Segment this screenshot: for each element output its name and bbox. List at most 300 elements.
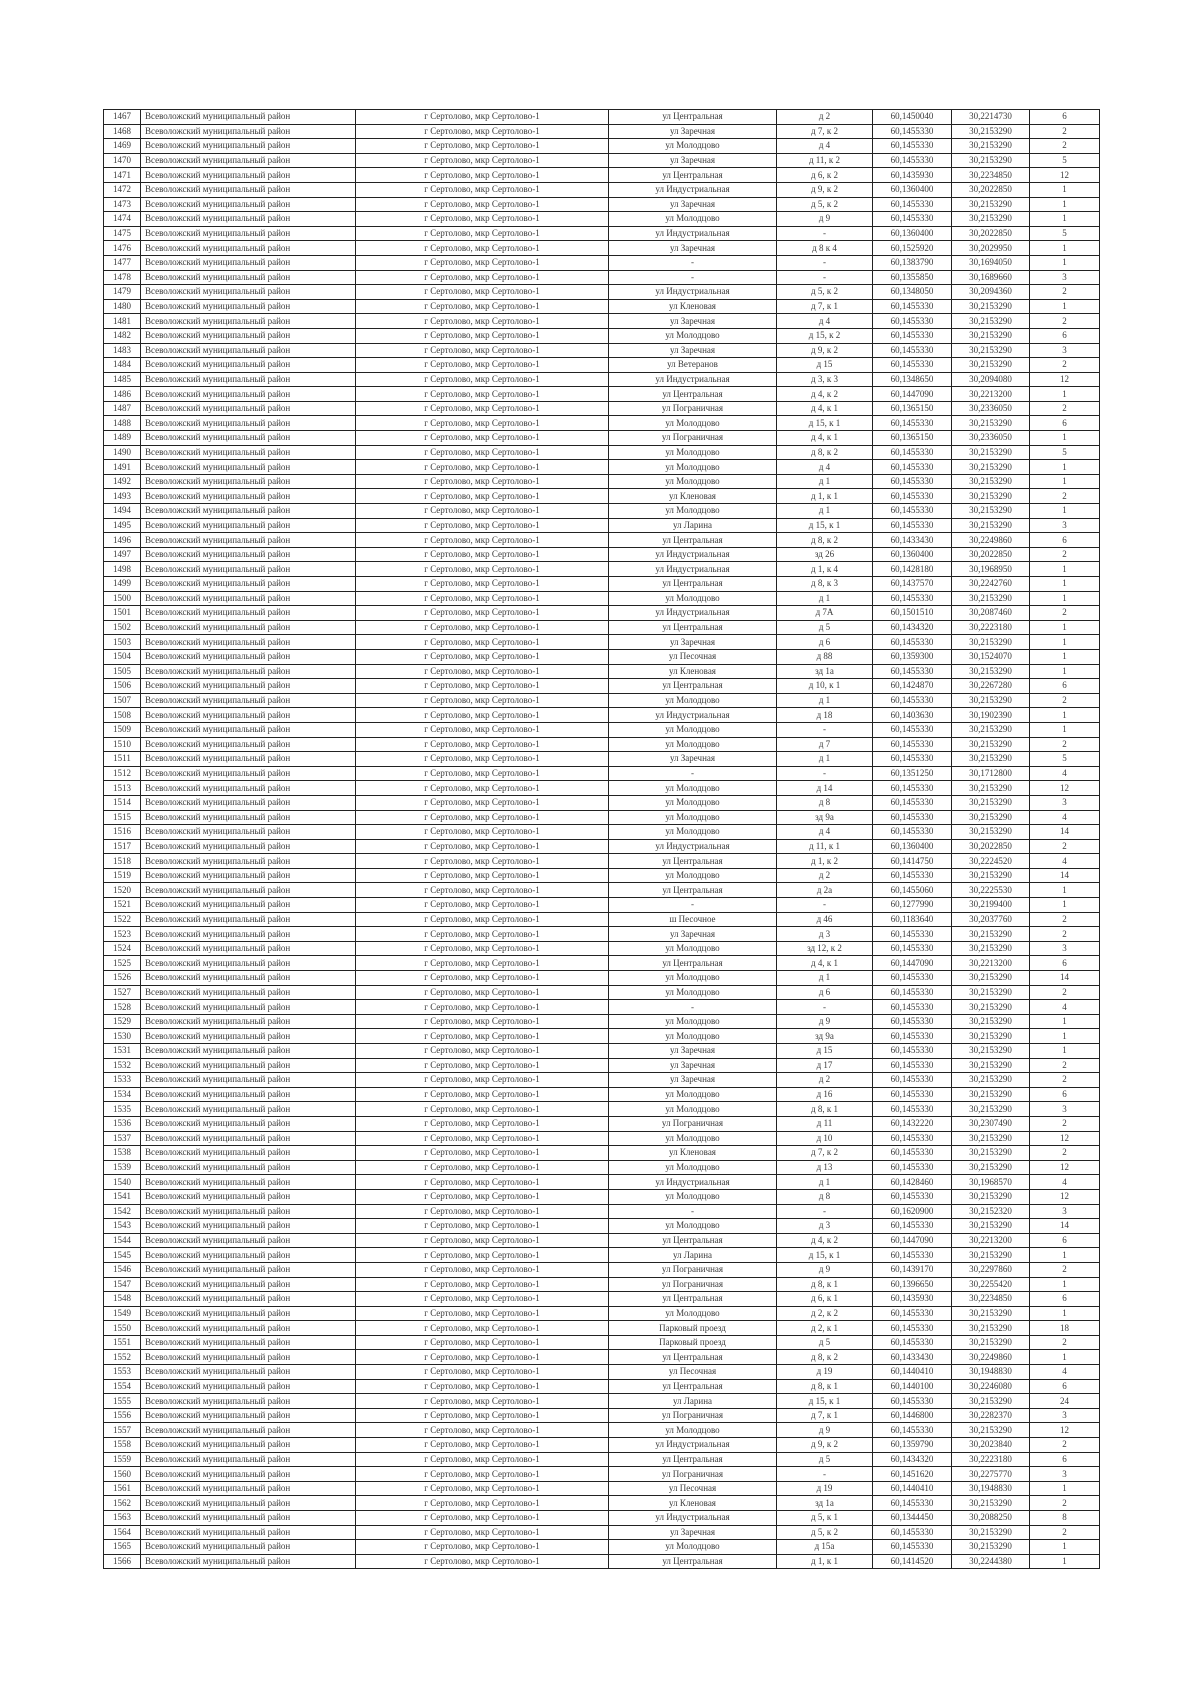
table-row [104,912,1100,927]
latitude-cell: 60,1455330 [873,1540,952,1555]
latitude-cell: 60,1455330 [873,1160,952,1175]
district-cell: Всеволожский муниципальный район [141,1262,356,1277]
latitude-cell: 60,1455330 [873,693,952,708]
row-number-cell: 1475 [104,226,141,241]
latitude-cell: 60,1439170 [873,1262,952,1277]
count-cell: 12 [1030,1160,1100,1175]
longitude-cell: 30,2153290 [952,868,1030,883]
district-cell: Всеволожский муниципальный район [141,1321,356,1336]
table-row [104,1000,1100,1015]
count-cell: 1 [1030,1481,1100,1496]
count-cell: 2 [1030,489,1100,504]
longitude-cell: 30,2224520 [952,854,1030,869]
longitude-cell: 30,2153290 [952,795,1030,810]
street-cell: ул Индустриальная [609,182,777,197]
longitude-cell: 30,2088250 [952,1511,1030,1526]
street-cell: ул Центральная [609,1379,777,1394]
table-body [104,110,1100,1569]
table-row [104,1335,1100,1350]
longitude-cell: 30,2153290 [952,1248,1030,1263]
house-cell: д 8, к 1 [777,1102,873,1117]
street-cell: ул Кленовая [609,664,777,679]
table-row [104,562,1100,577]
district-cell: Всеволожский муниципальный район [141,679,356,694]
row-number-cell: 1566 [104,1554,141,1569]
latitude-cell: 60,1455330 [873,474,952,489]
latitude-cell: 60,1455330 [873,941,952,956]
row-number-cell: 1528 [104,1000,141,1015]
house-cell: д 7, к 2 [777,1146,873,1161]
house-cell: д 11 [777,1116,873,1131]
longitude-cell: 30,2153290 [952,1029,1030,1044]
count-cell: 1 [1030,1554,1100,1569]
district-cell: Всеволожский муниципальный район [141,883,356,898]
house-cell: д 7, к 2 [777,124,873,139]
longitude-cell: 30,2213200 [952,387,1030,402]
count-cell: 2 [1030,358,1100,373]
latitude-cell: 60,1360400 [873,547,952,562]
longitude-cell: 30,2246080 [952,1379,1030,1394]
count-cell: 1 [1030,299,1100,314]
longitude-cell: 30,2153290 [952,489,1030,504]
street-cell: ул Ларина [609,518,777,533]
house-cell: д 2 [777,1073,873,1088]
count-cell: 1 [1030,577,1100,592]
settlement-cell: г Сертолово, мкр Сертолово-1 [356,1438,609,1453]
street-cell: ул Центральная [609,620,777,635]
street-cell: ул Молодцово [609,737,777,752]
table-row [104,1540,1100,1555]
house-cell: д 18 [777,708,873,723]
settlement-cell: г Сертолово, мкр Сертолово-1 [356,241,609,256]
latitude-cell: 60,1348050 [873,285,952,300]
count-cell: 2 [1030,606,1100,621]
district-cell: Всеволожский муниципальный район [141,810,356,825]
latitude-cell: 60,1455330 [873,1321,952,1336]
district-cell: Всеволожский муниципальный район [141,664,356,679]
settlement-cell: г Сертолово, мкр Сертолово-1 [356,1554,609,1569]
house-cell: д 4 [777,314,873,329]
street-cell: ул Молодцово [609,1087,777,1102]
latitude-cell: 60,1355850 [873,270,952,285]
district-cell: Всеволожский муниципальный район [141,431,356,446]
longitude-cell: 30,2153290 [952,1423,1030,1438]
row-number-cell: 1511 [104,752,141,767]
longitude-cell: 30,2153290 [952,504,1030,519]
latitude-cell: 60,1351250 [873,766,952,781]
settlement-cell: г Сертолово, мкр Сертолово-1 [356,1248,609,1263]
row-number-cell: 1525 [104,956,141,971]
row-number-cell: 1483 [104,343,141,358]
house-cell: д 1 [777,591,873,606]
longitude-cell: 30,2153290 [952,518,1030,533]
latitude-cell: 60,1455330 [873,781,952,796]
street-cell: ул Пограничная [609,1408,777,1423]
latitude-cell: 60,1446800 [873,1408,952,1423]
longitude-cell: 30,2153290 [952,1306,1030,1321]
street-cell: ул Заречная [609,343,777,358]
count-cell: 1 [1030,562,1100,577]
house-cell: д 15, к 2 [777,328,873,343]
count-cell: 6 [1030,110,1100,125]
count-cell: 1 [1030,1540,1100,1555]
row-number-cell: 1479 [104,285,141,300]
street-cell: ул Заречная [609,1058,777,1073]
table-row [104,1175,1100,1190]
district-cell: Всеволожский муниципальный район [141,1394,356,1409]
table-row [104,270,1100,285]
house-cell: д 5, к 2 [777,197,873,212]
settlement-cell: г Сертолово, мкр Сертолово-1 [356,1175,609,1190]
street-cell: ул Ларина [609,1248,777,1263]
table-row [104,1189,1100,1204]
settlement-cell: г Сертолово, мкр Сертолово-1 [356,941,609,956]
longitude-cell: 30,2234850 [952,168,1030,183]
street-cell: ул Молодцово [609,1131,777,1146]
latitude-cell: 60,1440410 [873,1481,952,1496]
house-cell: - [777,1000,873,1015]
longitude-cell: 30,2153290 [952,1058,1030,1073]
settlement-cell: г Сертолово, мкр Сертолово-1 [356,504,609,519]
house-cell: - [777,255,873,270]
row-number-cell: 1498 [104,562,141,577]
district-cell: Всеволожский муниципальный район [141,1248,356,1263]
settlement-cell: г Сертолово, мкр Сертолово-1 [356,1481,609,1496]
table-row [104,416,1100,431]
settlement-cell: г Сертолово, мкр Сертолово-1 [356,197,609,212]
longitude-cell: 30,2153290 [952,1219,1030,1234]
longitude-cell: 30,2242760 [952,577,1030,592]
street-cell: ул Центральная [609,168,777,183]
district-cell: Всеволожский муниципальный район [141,941,356,956]
district-cell: Всеволожский муниципальный район [141,956,356,971]
count-cell: 12 [1030,1423,1100,1438]
settlement-cell: г Сертолово, мкр Сертолово-1 [356,110,609,125]
table-row [104,110,1100,125]
row-number-cell: 1509 [104,722,141,737]
house-cell: - [777,270,873,285]
longitude-cell: 30,2022850 [952,839,1030,854]
street-cell: ул Заречная [609,124,777,139]
district-cell: Всеволожский муниципальный район [141,343,356,358]
settlement-cell: г Сертолово, мкр Сертолово-1 [356,839,609,854]
latitude-cell: 60,1455330 [873,153,952,168]
street-cell: ул Центральная [609,854,777,869]
house-cell: д 1 [777,474,873,489]
latitude-cell: 60,1455330 [873,664,952,679]
house-cell: д 5, к 2 [777,1525,873,1540]
count-cell: 4 [1030,1000,1100,1015]
settlement-cell: г Сертолово, мкр Сертолово-1 [356,372,609,387]
longitude-cell: 30,2153290 [952,825,1030,840]
longitude-cell: 30,2153290 [952,358,1030,373]
street-cell: ул Молодцово [609,1540,777,1555]
latitude-cell: 60,1428460 [873,1175,952,1190]
count-cell: 2 [1030,927,1100,942]
latitude-cell: 60,1455330 [873,1146,952,1161]
longitude-cell: 30,2153290 [952,314,1030,329]
row-number-cell: 1550 [104,1321,141,1336]
district-cell: Всеволожский муниципальный район [141,1204,356,1219]
district-cell: Всеволожский муниципальный район [141,1175,356,1190]
settlement-cell: г Сертолово, мкр Сертолово-1 [356,1306,609,1321]
table-row [104,664,1100,679]
longitude-cell: 30,2153290 [952,1189,1030,1204]
settlement-cell: г Сертолово, мкр Сертолово-1 [356,1146,609,1161]
latitude-cell: 60,1447090 [873,1233,952,1248]
settlement-cell: г Сертолово, мкр Сертолово-1 [356,1394,609,1409]
house-cell: д 2, к 2 [777,1306,873,1321]
count-cell: 3 [1030,518,1100,533]
district-cell: Всеволожский муниципальный район [141,518,356,533]
table-row [104,1029,1100,1044]
street-cell: ул Песочная [609,1365,777,1380]
district-cell: Всеволожский муниципальный район [141,489,356,504]
district-cell: Всеволожский муниципальный район [141,504,356,519]
table-row [104,314,1100,329]
latitude-cell: 60,1359790 [873,1438,952,1453]
settlement-cell: г Сертолово, мкр Сертолово-1 [356,1467,609,1482]
district-cell: Всеволожский муниципальный район [141,1233,356,1248]
district-cell: Всеволожский муниципальный район [141,1146,356,1161]
settlement-cell: г Сертолово, мкр Сертолово-1 [356,1511,609,1526]
longitude-cell: 30,1694050 [952,255,1030,270]
row-number-cell: 1517 [104,839,141,854]
house-cell: д 16 [777,1087,873,1102]
settlement-cell: г Сертолово, мкр Сертолово-1 [356,1379,609,1394]
settlement-cell: г Сертолово, мкр Сертолово-1 [356,737,609,752]
district-cell: Всеволожский муниципальный район [141,1116,356,1131]
table-row [104,956,1100,971]
latitude-cell: 60,1455330 [873,825,952,840]
street-cell: ул Центральная [609,956,777,971]
house-cell: д 7А [777,606,873,621]
settlement-cell: г Сертолово, мкр Сертолово-1 [356,212,609,227]
table-row [104,1102,1100,1117]
street-cell: ул Центральная [609,533,777,548]
street-cell: ул Индустриальная [609,1438,777,1453]
table-row [104,1262,1100,1277]
count-cell: 4 [1030,854,1100,869]
street-cell: ул Молодцово [609,971,777,986]
latitude-cell: 60,1414750 [873,854,952,869]
latitude-cell: 60,1455330 [873,591,952,606]
row-number-cell: 1523 [104,927,141,942]
house-cell: д 7, к 1 [777,299,873,314]
settlement-cell: г Сертолово, мкр Сертолово-1 [356,854,609,869]
row-number-cell: 1484 [104,358,141,373]
longitude-cell: 30,2153290 [952,664,1030,679]
street-cell: - [609,766,777,781]
longitude-cell: 30,2153290 [952,1321,1030,1336]
street-cell: ул Молодцово [609,212,777,227]
count-cell: 1 [1030,898,1100,913]
street-cell: ул Центральная [609,577,777,592]
house-cell: д 88 [777,649,873,664]
longitude-cell: 30,2255420 [952,1277,1030,1292]
table-row [104,1087,1100,1102]
house-cell: д 9 [777,1262,873,1277]
latitude-cell: 60,1455330 [873,518,952,533]
settlement-cell: г Сертолово, мкр Сертолово-1 [356,649,609,664]
street-cell: ул Молодцово [609,810,777,825]
table-row [104,401,1100,416]
settlement-cell: г Сертолово, мкр Сертолово-1 [356,606,609,621]
longitude-cell: 30,1689660 [952,270,1030,285]
table-row [104,445,1100,460]
latitude-cell: 60,1455330 [873,1189,952,1204]
latitude-cell: 60,1365150 [873,431,952,446]
row-number-cell: 1510 [104,737,141,752]
district-cell: Всеволожский муниципальный район [141,1365,356,1380]
longitude-cell: 30,1524070 [952,649,1030,664]
latitude-cell: 60,1455330 [873,795,952,810]
district-cell: Всеволожский муниципальный район [141,606,356,621]
settlement-cell: г Сертолово, мкр Сертолово-1 [356,226,609,241]
district-cell: Всеволожский муниципальный район [141,1029,356,1044]
table-row [104,1219,1100,1234]
count-cell: 1 [1030,722,1100,737]
latitude-cell: 60,1435930 [873,168,952,183]
house-cell: д 4 [777,460,873,475]
district-cell: Всеволожский муниципальный район [141,372,356,387]
street-cell: ул Ларина [609,1394,777,1409]
street-cell: ул Центральная [609,1292,777,1307]
table-row [104,868,1100,883]
house-cell: д 3, к 3 [777,372,873,387]
street-cell: ул Молодцово [609,722,777,737]
district-cell: Всеволожский муниципальный район [141,577,356,592]
settlement-cell: г Сертолово, мкр Сертолово-1 [356,664,609,679]
table-row [104,139,1100,154]
district-cell: Всеволожский муниципальный район [141,168,356,183]
settlement-cell: г Сертолово, мкр Сертолово-1 [356,781,609,796]
settlement-cell: г Сертолово, мкр Сертолово-1 [356,387,609,402]
settlement-cell: г Сертолово, мкр Сертолово-1 [356,1204,609,1219]
street-cell: ул Пограничная [609,1262,777,1277]
row-number-cell: 1514 [104,795,141,810]
district-cell: Всеволожский муниципальный район [141,562,356,577]
house-cell: д 4, к 1 [777,956,873,971]
count-cell: 1 [1030,1350,1100,1365]
table-row [104,752,1100,767]
table-row [104,693,1100,708]
table-row [104,387,1100,402]
district-cell: Всеволожский муниципальный район [141,387,356,402]
row-number-cell: 1524 [104,941,141,956]
latitude-cell: 60,1424870 [873,679,952,694]
row-number-cell: 1467 [104,110,141,125]
house-cell: д 19 [777,1481,873,1496]
count-cell: 1 [1030,635,1100,650]
count-cell: 5 [1030,226,1100,241]
count-cell: 4 [1030,1175,1100,1190]
table-row [104,781,1100,796]
table-row [104,810,1100,825]
district-cell: Всеволожский муниципальный район [141,255,356,270]
street-cell: ул Заречная [609,1044,777,1059]
street-cell: ул Песочная [609,1481,777,1496]
table-row [104,766,1100,781]
latitude-cell: 60,1455330 [873,927,952,942]
house-cell: д 1 [777,971,873,986]
district-cell: Всеволожский муниципальный район [141,591,356,606]
house-cell: - [777,898,873,913]
settlement-cell: г Сертолово, мкр Сертолово-1 [356,810,609,825]
district-cell: Всеволожский муниципальный район [141,1525,356,1540]
street-cell: ул Центральная [609,387,777,402]
table-row [104,722,1100,737]
longitude-cell: 30,2153290 [952,153,1030,168]
table-row [104,825,1100,840]
district-cell: Всеволожский муниципальный район [141,722,356,737]
longitude-cell: 30,2153290 [952,1000,1030,1015]
district-cell: Всеволожский муниципальный район [141,110,356,125]
house-cell: д 5, к 1 [777,1511,873,1526]
house-cell: д 9, к 2 [777,343,873,358]
count-cell: 1 [1030,387,1100,402]
latitude-cell: 60,1455330 [873,124,952,139]
house-cell: д 10, к 1 [777,679,873,694]
district-cell: Всеволожский муниципальный район [141,649,356,664]
row-number-cell: 1504 [104,649,141,664]
row-number-cell: 1477 [104,255,141,270]
house-cell: д 8, к 2 [777,1350,873,1365]
latitude-cell: 60,1455330 [873,635,952,650]
district-cell: Всеволожский муниципальный район [141,401,356,416]
count-cell: 2 [1030,912,1100,927]
longitude-cell: 30,2152320 [952,1204,1030,1219]
longitude-cell: 30,2153290 [952,197,1030,212]
table-row [104,212,1100,227]
settlement-cell: г Сертолово, мкр Сертолово-1 [356,153,609,168]
street-cell: ул Кленовая [609,489,777,504]
settlement-cell: г Сертолово, мкр Сертолово-1 [356,1219,609,1234]
count-cell: 4 [1030,810,1100,825]
longitude-cell: 30,2153290 [952,722,1030,737]
settlement-cell: г Сертолово, мкр Сертолово-1 [356,328,609,343]
longitude-cell: 30,2153290 [952,139,1030,154]
latitude-cell: 60,1277990 [873,898,952,913]
longitude-cell: 30,2037760 [952,912,1030,927]
table-row [104,124,1100,139]
house-cell: д 14 [777,781,873,796]
street-cell: ул Индустриальная [609,606,777,621]
district-cell: Всеволожский муниципальный район [141,241,356,256]
row-number-cell: 1493 [104,489,141,504]
table-row [104,1379,1100,1394]
table-row [104,1160,1100,1175]
row-number-cell: 1542 [104,1204,141,1219]
settlement-cell: г Сертолово, мкр Сертолово-1 [356,1321,609,1336]
latitude-cell: 60,1360400 [873,839,952,854]
settlement-cell: г Сертолово, мкр Сертолово-1 [356,795,609,810]
longitude-cell: 30,2213200 [952,1233,1030,1248]
count-cell: 2 [1030,1525,1100,1540]
count-cell: 2 [1030,1262,1100,1277]
settlement-cell: г Сертолово, мкр Сертолово-1 [356,927,609,942]
latitude-cell: 60,1433430 [873,1350,952,1365]
house-cell: д 8, к 3 [777,577,873,592]
latitude-cell: 60,1434320 [873,1452,952,1467]
district-cell: Всеволожский муниципальный район [141,1554,356,1569]
latitude-cell: 60,1183640 [873,912,952,927]
longitude-cell: 30,2022850 [952,547,1030,562]
latitude-cell: 60,1455330 [873,737,952,752]
latitude-cell: 60,1455330 [873,1306,952,1321]
table-row [104,577,1100,592]
longitude-cell: 30,2153290 [952,635,1030,650]
